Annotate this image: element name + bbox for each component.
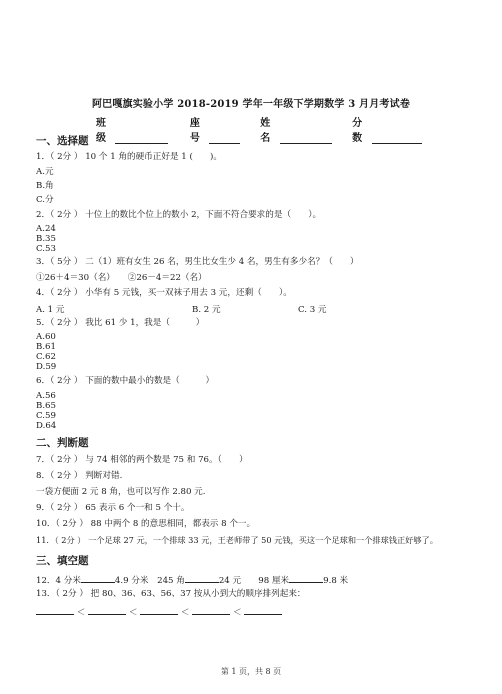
- less-than-sign-2: ＜: [128, 608, 138, 618]
- question-12: [36, 573, 348, 587]
- question-1: 1．（ 2分 ） 10 个 1 角的硬币正好是 1 ( )。: [36, 152, 222, 162]
- section-heading-judge: 二、判断题: [36, 437, 89, 449]
- q2-option-b[interactable]: B.35: [36, 234, 56, 244]
- q2-option-a[interactable]: A.24: [36, 224, 56, 234]
- q12-part-2: 4.9 分米 245 角: [114, 576, 185, 586]
- question-5: 5．（ 2分 ） 我比 61 少 1，我是（ ）: [36, 318, 205, 328]
- question-11: 11．（ 2分 ） 一个足球 27 元，一个排球 33 元，王老师带了 50 元钱，买这一个足球和一个排球钱正好够了。: [36, 535, 438, 545]
- section-heading-choice: 一、选择题: [36, 135, 89, 147]
- q4-option-a[interactable]: A. 1 元: [36, 305, 65, 315]
- q5-option-d[interactable]: D.59: [36, 362, 57, 372]
- section-heading-fill: 三、填空题: [36, 555, 89, 567]
- less-than-sign-4: ＜: [232, 608, 242, 618]
- name-field: [260, 114, 332, 144]
- name-blank[interactable]: [280, 133, 332, 144]
- q13-blank-2[interactable]: [88, 605, 126, 615]
- q12-part-1: 12．4 分米: [36, 576, 81, 586]
- q6-option-d[interactable]: D.64: [36, 421, 57, 431]
- q5-option-b[interactable]: B.61: [36, 342, 56, 352]
- q1-option-a[interactable]: A.元: [36, 167, 54, 177]
- seat-label: 座号: [189, 118, 200, 144]
- question-8: 8．（ 2分 ） 判断对错.: [36, 471, 123, 481]
- q5-option-a[interactable]: A.60: [36, 332, 56, 342]
- less-than-sign-1: ＜: [76, 608, 86, 618]
- q12-part-4: 9.8 米: [323, 576, 349, 586]
- q13-blank-4[interactable]: [192, 605, 230, 615]
- q6-option-b[interactable]: B.65: [36, 401, 56, 411]
- q2-option-c[interactable]: C.53: [36, 244, 56, 254]
- page-title: 阿巴嘎旗实验小学 2018-2019 学年一年级下学期数学 3 月月考试卷: [91, 99, 411, 110]
- question-10: 10．（ 2分 ） 88 中两个 8 的意思相同，都表示 8 个一。: [36, 519, 256, 529]
- q12-part-3: 24 元 98 厘米: [218, 576, 290, 586]
- class-field: [96, 114, 168, 144]
- seat-field: [190, 114, 240, 144]
- q6-option-a[interactable]: A.56: [36, 391, 56, 401]
- question-2: 2．（ 2分 ） 十位上的数比个位上的数小 2，下面不符合要求的是（ ）。: [36, 210, 322, 220]
- question-7: 7．（ 2分 ） 与 74 相邻的两个数是 75 和 76。（ ）: [36, 455, 248, 465]
- question-9: 9．（ 2分 ） 65 表示 6 个一和 5 个十。: [36, 503, 190, 513]
- q1-option-b[interactable]: B.角: [36, 181, 54, 191]
- q4-option-c[interactable]: C. 3 元: [298, 305, 327, 315]
- q13-blank-3[interactable]: [140, 605, 178, 615]
- q13-blank-1[interactable]: [36, 605, 74, 615]
- seat-blank[interactable]: [209, 133, 240, 144]
- q13-answer-row: [36, 605, 282, 619]
- question-3: 3．（ 5分 ） 二（1）班有女生 26 名，男生比女生少 4 名，男生有多少名？（ ）: [36, 257, 359, 267]
- score-label: 分数: [352, 118, 363, 144]
- q5-option-c[interactable]: C.62: [36, 352, 56, 362]
- score-blank[interactable]: [372, 133, 422, 144]
- class-label: 班级: [96, 118, 106, 144]
- question-13: 13．（ 2分 ） 把 80、36、63、56、37 按从小到大的顺序排列起来：: [36, 589, 306, 599]
- less-than-sign-3: ＜: [180, 608, 190, 618]
- score-field: [352, 114, 422, 144]
- q4-option-b[interactable]: B. 2 元: [192, 305, 221, 315]
- question-8-detail: 一袋方便面 2 元 8 角，也可以写作 2.80 元.: [36, 487, 206, 497]
- q12-blank-1[interactable]: [81, 573, 115, 583]
- question-6: 6．（ 2分 ） 下面的数中最小的数是（ ）: [36, 376, 215, 386]
- q13-blank-5[interactable]: [244, 605, 282, 615]
- name-label: 姓名: [260, 118, 271, 144]
- question-4: 4．（ 2分 ） 小华有 5 元钱，买一双袜子用去 3 元，还剩（ ）。: [36, 288, 292, 298]
- q6-option-c[interactable]: C.59: [36, 411, 56, 421]
- page-footer: 第 1 页，共 8 页: [220, 667, 282, 676]
- q1-option-c[interactable]: C.分: [36, 195, 54, 205]
- q3-options[interactable]: ①26＋4＝30（名） ②26－4＝22（名）: [36, 273, 207, 283]
- class-blank[interactable]: [115, 133, 167, 144]
- q12-blank-2[interactable]: [185, 573, 219, 583]
- q12-blank-3[interactable]: [289, 573, 323, 583]
- student-info-row: [96, 114, 436, 144]
